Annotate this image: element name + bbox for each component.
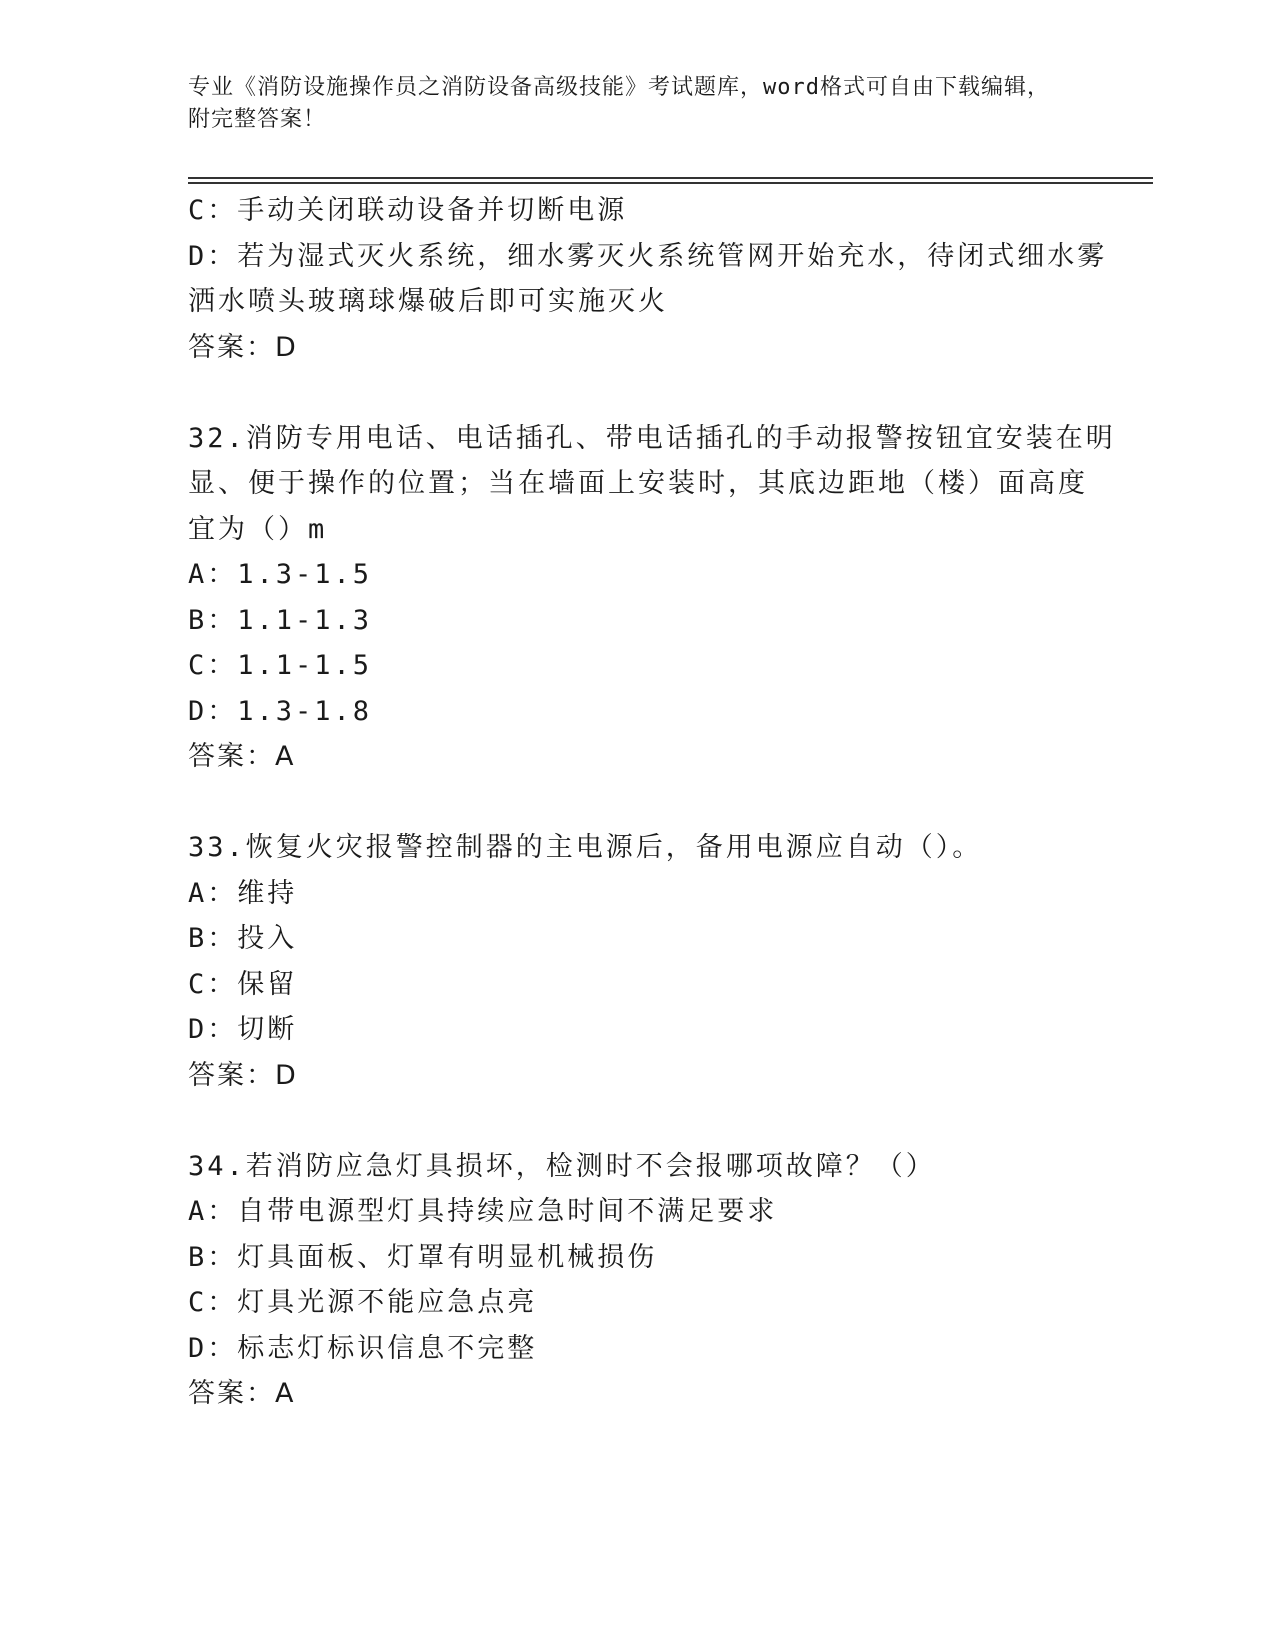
- question-stem-line: 显、便于操作的位置；当在墙面上安装时，其底边距地（楼）面高度: [188, 468, 1088, 499]
- option-d: D：标志灯标识信息不完整: [188, 1332, 538, 1364]
- header-rule-top: [188, 177, 1153, 179]
- question-stem-line: 32.消防专用电话、电话插孔、带电话插孔的手动报警按钮宜安装在明: [188, 422, 1116, 454]
- option-d: D：切断: [188, 1014, 298, 1045]
- question-stem-line: 宜为（）m: [188, 513, 328, 545]
- header-text: 专业《消防设施操作员之消防设备高级技能》考试题库，word格式可自由下载编辑，附完整答案！: [188, 75, 1050, 132]
- option-b: B：1.1-1.3: [188, 604, 373, 636]
- option-d: D：1.3-1.8: [188, 695, 373, 727]
- option-c: C：灯具光源不能应急点亮: [188, 1287, 538, 1318]
- answer-line: 答案：A: [188, 1378, 296, 1409]
- option-a: A：1.3-1.5: [188, 559, 373, 590]
- question-stem-line: 33.恢复火灾报警控制器的主电源后，备用电源应自动（）。: [188, 832, 983, 863]
- option-line: 洒水喷头玻璃球爆破后即可实施灭火: [188, 286, 668, 317]
- option-b: B：灯具面板、灯罩有明显机械损伤: [188, 1241, 658, 1273]
- document-header: [188, 72, 1068, 136]
- option-c: C：1.1-1.5: [188, 650, 373, 681]
- option-c: C：保留: [188, 968, 298, 1000]
- answer-line: 答案：D: [188, 331, 298, 363]
- header-rule-bottom: [188, 182, 1153, 184]
- answer-line: 答案：D: [188, 1059, 298, 1091]
- option-b: B：投入: [188, 923, 298, 954]
- question-32: [188, 416, 1116, 780]
- question-content: [188, 188, 1116, 1417]
- option-line: C：手动关闭联动设备并切断电源: [188, 195, 628, 226]
- option-a: A：维持: [188, 877, 298, 909]
- answer-line: 答案：A: [188, 741, 296, 772]
- question-34: [188, 1144, 1088, 1417]
- previous-question-tail: [188, 188, 1108, 370]
- question-33: [188, 825, 1088, 1098]
- option-a: A：自带电源型灯具持续应急时间不满足要求: [188, 1196, 778, 1227]
- question-stem-line: 34.若消防应急灯具损坏，检测时不会报哪项故障？（）: [188, 1150, 936, 1182]
- option-line: D：若为湿式灭火系统，细水雾灭火系统管网开始充水，待闭式细水雾: [188, 240, 1108, 272]
